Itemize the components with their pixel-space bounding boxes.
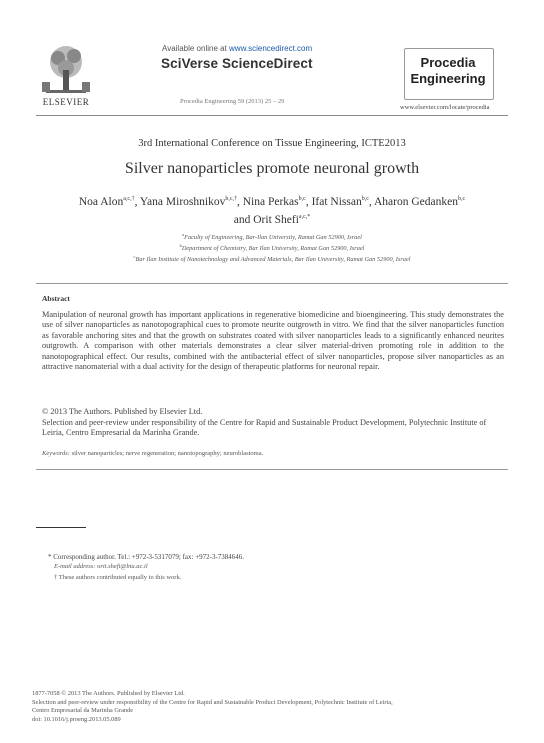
publication-info: [32, 690, 508, 724]
author-affil-sup: b,c: [361, 196, 369, 202]
conference-name: 3rd International Conference on Tissue Engineering, ICTE2013: [138, 138, 406, 149]
keywords: [42, 450, 263, 457]
journal-title-line1: Procedia: [420, 55, 476, 70]
author-name: Aharon Gedanken: [374, 195, 458, 208]
bottom-selection-line: Selection and peer-review under responsibility of the Centre for Rapid and Sustainable Product Development, Polytechnic Institute of Leiria,: [32, 698, 393, 706]
author-affil-sup: b,c: [298, 196, 306, 202]
equal-contribution-note: † These authors contributed equally to this work.: [54, 574, 182, 581]
author-name: Ifat Nissan: [311, 195, 362, 208]
journal-reference: Procedia Engineering 59 (2013) 25 – 29: [180, 98, 285, 105]
abstract-top-divider: [36, 283, 508, 284]
author-name: Yana Miroshnikov: [139, 195, 226, 208]
doi-line[interactable]: doi: 10.1016/j.proeng.2013.05.089: [32, 715, 121, 723]
author-affil-sup: b,c: [457, 196, 466, 202]
author-affil-sup: b,c,†: [225, 196, 237, 202]
elsevier-tree-logo: [36, 42, 96, 100]
available-online-line: [162, 44, 312, 53]
sciencedirect-link[interactable]: www.sciencedirect.com: [229, 44, 313, 53]
header-divider: [36, 115, 508, 116]
abstract-heading: Abstract: [42, 294, 70, 303]
keywords-list: silver nanoparticles; nerve regeneration; nanotopography; neuroblastoma.: [69, 450, 264, 457]
author-affil-sup: a,c,*: [298, 213, 311, 220]
peer-review-statement: Selection and peer-review under responsibility of the Centre for Rapid and Sustainable Product Development, Polytechnic Institute of Leiria, Centro Empresarial da Marinha Grande.: [42, 418, 487, 438]
author-name: Nina Perkas: [242, 195, 299, 208]
platform-name: SciVerse ScienceDirect: [161, 56, 313, 71]
journal-url[interactable]: www.elsevier.com/locate/procedia: [400, 104, 490, 111]
author-affil-sup: a,c,†: [123, 196, 135, 202]
bottom-selection-cont: Centro Empresarial da Marinha Grande: [32, 707, 134, 715]
affiliation-c: $^c$Bar Ilan Institute of Nanotechnology and Advanced Materials, Bar Ilan University, Ramat Gan 52900, Israel: [133, 254, 411, 264]
abstract-bottom-divider: [36, 469, 508, 470]
corresponding-author-note: * Corresponding author. Tel.: +972-3-5317079; fax: +972-3-7384646.: [48, 553, 245, 561]
publisher-name: ELSEVIER: [42, 97, 90, 107]
journal-title: [404, 55, 492, 87]
author-name: Orit Shefi: [253, 213, 299, 226]
article-title: Silver nanoparticles promote neuronal growth: [124, 160, 420, 177]
author-name: Noa Alon: [78, 195, 124, 208]
journal-title-line2: Engineering: [410, 71, 486, 86]
keywords-label: Keywords:: [42, 450, 70, 457]
copyright-notice: © 2013 The Authors. Published by Elsevier Ltd.: [42, 407, 203, 416]
email-note[interactable]: E-mail address: orit.shefi@biu.ac.il: [54, 563, 148, 570]
abstract-body: Manipulation of neuronal growth has important applications in regenerative biomedicine and bioengineering. This study demonstrates the use of silver nanoparticles as nanotopographical cues to promote neurite outgrowth in vitro. We find that the silver nanoparticles function as favorable anchoring sites and that the growth on substrates coated with silver nanoparticles leads to a significantly enhanced neurites outgrowth. A comparison with other materials demonstrates a clear silver material-driven promoting role in addition to the nanotopographical effect. Our results, combined with the antibacterial effect of silver nanoparticles, propose silver nanoparticles as an attractive nanomaterial with a dual activity for the design of therapeutic platforms for neuronal repair.: [42, 310, 504, 372]
affiliation-a: $^a$Faculty of Engineering, Bar-Ilan University, Ramat Gan 52900, Israel: [182, 232, 362, 242]
affiliation-b: $^b$Department of Chemistry, Bar Ilan University, Ramat Gan 52900, Israel: [179, 243, 365, 253]
issn-line: 1877-7058 © 2013 The Authors. Published by Elsevier Ltd.: [32, 690, 185, 697]
available-prefix: Available online at: [162, 44, 230, 53]
footnote-divider: [36, 527, 86, 528]
author-list: Noa Alon$^{a,c,\dagger}$, Yana Miroshnikov$^{b,c,\dagger}$, Nina Perkas$^{b,c}$, Ifat Nissan$^{b,c}$, Aharon Gedanken$^{b,c}$ and Orit Shefi$^{a,c,*}$: [78, 195, 466, 226]
